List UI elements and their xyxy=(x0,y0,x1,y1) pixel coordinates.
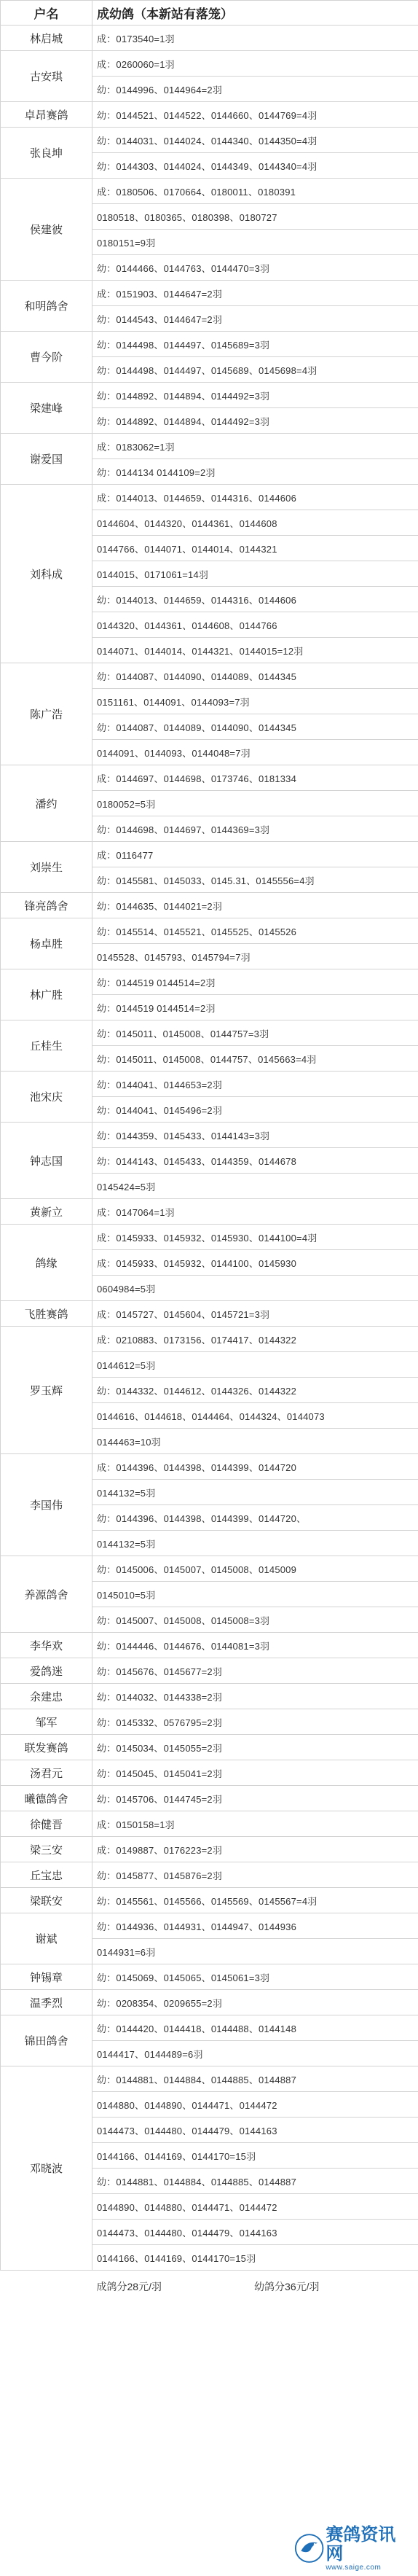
pigeon-logo-icon xyxy=(294,2532,324,2564)
table-row xyxy=(1,1327,418,1352)
table-row xyxy=(1,1760,418,1786)
table-row xyxy=(1,383,418,408)
owner-name-cell: 林启城 xyxy=(1,26,92,51)
ring-numbers-cell: 幼：0145561、0145566、0145569、0145567=4羽 xyxy=(92,1888,418,1913)
ring-numbers-cell: 0144071、0144014、0144321、0144015=12羽 xyxy=(92,638,418,663)
ring-numbers-cell: 0144766、0144071、0144014、0144321 xyxy=(92,536,418,561)
site-watermark xyxy=(294,2524,408,2572)
ring-numbers-cell: 成：0145933、0145932、0145930、0144100=4羽 xyxy=(92,1225,418,1250)
ring-numbers-cell: 幼：0144031、0144024、0144340、0144350=4羽 xyxy=(92,128,418,153)
ring-numbers-cell: 幼：0144446、0144676、0144081=3羽 xyxy=(92,1633,418,1658)
ring-numbers-cell: 幼：0145011、0145008、0144757=3羽 xyxy=(92,1020,418,1046)
ring-numbers-cell: 成：0116477 xyxy=(92,842,418,867)
ring-numbers-cell: 0180518、0180365、0180398、0180727 xyxy=(92,204,418,230)
ring-numbers-cell: 成：0145727、0145604、0145721=3羽 xyxy=(92,1301,418,1327)
ring-numbers-cell: 幼：0208354、0209655=2羽 xyxy=(92,1990,418,2015)
ring-numbers-cell: 幼：0144881、0144884、0144885、0144887 xyxy=(92,2066,418,2092)
ring-numbers-cell: 0144473、0144480、0144479、0144163 xyxy=(92,2118,418,2143)
table-row xyxy=(1,2066,418,2092)
ring-numbers-cell: 幼：0145006、0145007、0145008、0145009 xyxy=(92,1556,418,1582)
owner-name-cell: 陈广浩 xyxy=(1,663,92,765)
ring-numbers-cell: 0144463=10羽 xyxy=(92,1429,418,1454)
ring-numbers-cell: 幼：0145706、0144745=2羽 xyxy=(92,1786,418,1811)
table-row xyxy=(1,893,418,918)
ring-numbers-cell: 幼：0144892、0144894、0144492=3羽 xyxy=(92,408,418,434)
table-row xyxy=(1,1811,418,1837)
ring-numbers-cell: 0144417、0144489=6羽 xyxy=(92,2041,418,2066)
name-column-header: 户名 xyxy=(1,1,92,26)
ring-numbers-cell: 0145424=5羽 xyxy=(92,1174,418,1199)
owner-name-cell: 梁三安 xyxy=(1,1837,92,1862)
ring-numbers-cell: 幼：0144698、0144697、0144369=3羽 xyxy=(92,816,418,842)
table-row xyxy=(1,1964,418,1990)
table-row xyxy=(1,663,418,689)
ring-numbers-cell: 0144091、0144093、0144048=7羽 xyxy=(92,740,418,765)
table-row xyxy=(1,332,418,357)
owner-name-cell: 汤君元 xyxy=(1,1760,92,1786)
ring-numbers-cell: 幼：0145011、0145008、0144757、0145663=4羽 xyxy=(92,1046,418,1072)
table-row xyxy=(1,1684,418,1709)
ring-numbers-cell: 0144166、0144169、0144170=15羽 xyxy=(92,2143,418,2169)
table-row xyxy=(1,765,418,791)
adult-price-note: 成鸽分28元/羽 xyxy=(96,2280,162,2292)
ring-numbers-cell: 0180052=5羽 xyxy=(92,791,418,816)
ring-numbers-cell: 0144616、0144618、0144464、0144324、0144073 xyxy=(92,1403,418,1429)
table-row xyxy=(1,1633,418,1658)
ring-numbers-cell: 幼：0145514、0145521、0145525、0145526 xyxy=(92,918,418,944)
ring-numbers-cell: 0145528、0145793、0145794=7羽 xyxy=(92,944,418,969)
table-row xyxy=(1,1020,418,1046)
table-row xyxy=(1,1913,418,1939)
ring-numbers-cell: 幼：0145332、0576795=2羽 xyxy=(92,1709,418,1735)
table-row xyxy=(1,1786,418,1811)
ring-numbers-cell: 幼：0144519 0144514=2羽 xyxy=(92,995,418,1020)
watermark-url: www.saige.com xyxy=(326,2563,382,2572)
owner-name-cell: 丘宝忠 xyxy=(1,1862,92,1888)
owner-name-cell: 罗玉辉 xyxy=(1,1327,92,1454)
table-row xyxy=(1,1888,418,1913)
table-row xyxy=(1,1556,418,1582)
owner-name-cell: 邹军 xyxy=(1,1709,92,1735)
ring-numbers-cell: 幼：0144996、0144964=2羽 xyxy=(92,77,418,102)
table-row xyxy=(1,2015,418,2041)
footer-spacer xyxy=(1,2271,92,2303)
owner-name-cell: 和明鸽舍 xyxy=(1,281,92,332)
owner-name-cell: 林广胜 xyxy=(1,969,92,1020)
owner-name-cell: 李国伟 xyxy=(1,1454,92,1556)
ring-numbers-cell: 幼：0144134 0144109=2羽 xyxy=(92,459,418,485)
table-row xyxy=(1,1990,418,2015)
owner-name-cell: 刘科成 xyxy=(1,485,92,663)
ring-numbers-cell: 幼：0145676、0145677=2羽 xyxy=(92,1658,418,1684)
owner-name-cell: 锋亮鸽舍 xyxy=(1,893,92,918)
table-row xyxy=(1,1658,418,1684)
table-row xyxy=(1,1123,418,1148)
ring-numbers-cell: 幼：0144936、0144931、0144947、0144936 xyxy=(92,1913,418,1939)
ring-numbers-cell: 0144612=5羽 xyxy=(92,1352,418,1378)
table-body xyxy=(1,26,418,2271)
owner-name-cell: 谢爱国 xyxy=(1,434,92,485)
table-row xyxy=(1,102,418,128)
table-row xyxy=(1,1301,418,1327)
ring-numbers-cell: 幼：0144032、0144338=2羽 xyxy=(92,1684,418,1709)
ring-numbers-cell: 0144166、0144169、0144170=15羽 xyxy=(92,2245,418,2271)
owner-name-cell: 侯建彼 xyxy=(1,179,92,281)
owner-name-cell: 钟志国 xyxy=(1,1123,92,1199)
table-row xyxy=(1,485,418,510)
ring-numbers-cell: 幼：0144332、0144612、0144326、0144322 xyxy=(92,1378,418,1403)
owner-name-cell: 徐健晋 xyxy=(1,1811,92,1837)
owner-name-cell: 梁联安 xyxy=(1,1888,92,1913)
owner-name-cell: 曹今阶 xyxy=(1,332,92,383)
owner-name-cell: 联发赛鸽 xyxy=(1,1735,92,1760)
owner-name-cell: 李华欢 xyxy=(1,1633,92,1658)
ring-numbers-cell: 幼：0144041、0145496=2羽 xyxy=(92,1097,418,1123)
table-row xyxy=(1,281,418,306)
ring-numbers-cell: 幼：0144519 0144514=2羽 xyxy=(92,969,418,995)
footer-row xyxy=(1,2271,418,2303)
ring-numbers-cell: 成：0180506、0170664、0180011、0180391 xyxy=(92,179,418,204)
ring-numbers-cell: 幼：0144521、0144522、0144660、0144769=4羽 xyxy=(92,102,418,128)
ring-numbers-cell: 幼：0144498、0144497、0145689=3羽 xyxy=(92,332,418,357)
ring-numbers-cell: 0144132=5羽 xyxy=(92,1480,418,1505)
ring-numbers-cell: 幼：0144420、0144418、0144488、0144148 xyxy=(92,2015,418,2041)
table-row xyxy=(1,1709,418,1735)
ring-numbers-cell: 幼：0144303、0144024、0144349、0144340=4羽 xyxy=(92,153,418,179)
owner-name-cell: 谢斌 xyxy=(1,1913,92,1964)
ring-numbers-cell: 幼：0144892、0144894、0144492=3羽 xyxy=(92,383,418,408)
watermark-title: 赛鸽资讯网 xyxy=(326,2524,396,2564)
ring-numbers-cell: 幼：0144359、0145433、0144143=3羽 xyxy=(92,1123,418,1148)
table-row xyxy=(1,1225,418,1250)
ring-numbers-cell: 0144015、0171061=14羽 xyxy=(92,561,418,587)
ring-numbers-cell: 幼：0144143、0145433、0144359、0144678 xyxy=(92,1148,418,1174)
owner-name-cell: 池宋庆 xyxy=(1,1072,92,1123)
table-row xyxy=(1,969,418,995)
ring-numbers-cell: 幼：0145877、0145876=2羽 xyxy=(92,1862,418,1888)
ring-numbers-cell: 幼：0144041、0144653=2羽 xyxy=(92,1072,418,1097)
owner-name-cell: 钟锡章 xyxy=(1,1964,92,1990)
table-row xyxy=(1,51,418,77)
table-row xyxy=(1,1454,418,1480)
ring-numbers-cell: 幼：0145034、0145055=2羽 xyxy=(92,1735,418,1760)
ring-numbers-cell: 幼：0144635、0144021=2羽 xyxy=(92,893,418,918)
owner-name-cell: 邓晓波 xyxy=(1,2066,92,2271)
ring-numbers-cell: 幼：0144013、0144659、0144316、0144606 xyxy=(92,587,418,612)
ring-numbers-cell: 幼：0144087、0144089、0144090、0144345 xyxy=(92,714,418,740)
table-row xyxy=(1,434,418,459)
table-row xyxy=(1,179,418,204)
ring-numbers-cell: 0144931=6羽 xyxy=(92,1939,418,1964)
ring-numbers-cell: 幼：0144498、0144497、0145689、0145698=4羽 xyxy=(92,357,418,383)
owner-name-cell: 锦田鸽舍 xyxy=(1,2015,92,2066)
ring-numbers-cell: 幼：0144087、0144090、0144089、0144345 xyxy=(92,663,418,689)
table-row xyxy=(1,1862,418,1888)
ring-numbers-cell: 0144132=5羽 xyxy=(92,1531,418,1556)
table-row xyxy=(1,1837,418,1862)
ring-numbers-cell: 成：0210883、0173156、0174417、0144322 xyxy=(92,1327,418,1352)
owner-name-cell: 刘崇生 xyxy=(1,842,92,893)
owner-name-cell: 梁建峰 xyxy=(1,383,92,434)
ring-numbers-cell: 幼：0144396、0144398、0144399、0144720、 xyxy=(92,1505,418,1531)
ring-numbers-cell: 成：0144697、0144698、0173746、0181334 xyxy=(92,765,418,791)
ring-numbers-cell: 幼：0145069、0145065、0145061=3羽 xyxy=(92,1964,418,1990)
table-row xyxy=(1,26,418,51)
ring-numbers-cell: 0604984=5羽 xyxy=(92,1276,418,1301)
table-row xyxy=(1,842,418,867)
owner-name-cell: 余建忠 xyxy=(1,1684,92,1709)
owner-name-cell: 养源鸽舍 xyxy=(1,1556,92,1633)
table-row xyxy=(1,1072,418,1097)
ring-numbers-cell: 成：0145933、0145932、0144100、0145930 xyxy=(92,1250,418,1276)
ring-numbers-cell: 0151161、0144091、0144093=7羽 xyxy=(92,689,418,714)
ring-numbers-cell: 幼：0144466、0144763、0144470=3羽 xyxy=(92,255,418,281)
table-row xyxy=(1,1199,418,1225)
owner-name-cell: 黄新立 xyxy=(1,1199,92,1225)
ring-numbers-cell: 幼：0144881、0144884、0144885、0144887 xyxy=(92,2169,418,2194)
ring-numbers-cell: 成：0149887、0176223=2羽 xyxy=(92,1837,418,1862)
ring-numbers-cell: 0144320、0144361、0144608、0144766 xyxy=(92,612,418,638)
owner-name-cell: 曦德鸽舍 xyxy=(1,1786,92,1811)
ring-numbers-cell: 成：0147064=1羽 xyxy=(92,1199,418,1225)
ring-numbers-cell: 0145010=5羽 xyxy=(92,1582,418,1607)
data-column-header: 成幼鸽（本新站有落笼） xyxy=(92,1,418,26)
table-row xyxy=(1,128,418,153)
table-row xyxy=(1,1735,418,1760)
owner-name-cell: 潘约 xyxy=(1,765,92,842)
owner-name-cell: 飞胜赛鸽 xyxy=(1,1301,92,1327)
ring-numbers-cell: 0144604、0144320、0144361、0144608 xyxy=(92,510,418,536)
header-row xyxy=(1,1,418,26)
ring-numbers-cell: 0144890、0144880、0144471、0144472 xyxy=(92,2194,418,2220)
ring-numbers-cell: 成：0183062=1羽 xyxy=(92,434,418,459)
ring-numbers-cell: 幼：0145581、0145033、0145.31、0145556=4羽 xyxy=(92,867,418,893)
ring-numbers-cell: 成：0173540=1羽 xyxy=(92,26,418,51)
ring-numbers-cell: 0180151=9羽 xyxy=(92,230,418,255)
owner-name-cell: 古安琪 xyxy=(1,51,92,102)
ring-numbers-cell: 成：0150158=1羽 xyxy=(92,1811,418,1837)
owner-name-cell: 温季烈 xyxy=(1,1990,92,2015)
ring-numbers-cell: 0144880、0144890、0144471、0144472 xyxy=(92,2092,418,2118)
table-row xyxy=(1,918,418,944)
ring-numbers-cell: 成：0260060=1羽 xyxy=(92,51,418,77)
ring-numbers-cell: 幼：0144543、0144647=2羽 xyxy=(92,306,418,332)
owner-name-cell: 杨卓胜 xyxy=(1,918,92,969)
ring-numbers-cell: 0144473、0144480、0144479、0144163 xyxy=(92,2220,418,2245)
owner-name-cell: 爱鸽迷 xyxy=(1,1658,92,1684)
owner-name-cell: 鸽缘 xyxy=(1,1225,92,1301)
ring-numbers-cell: 幼：0145045、0145041=2羽 xyxy=(92,1760,418,1786)
ring-numbers-cell: 成：0144396、0144398、0144399、0144720 xyxy=(92,1454,418,1480)
ring-numbers-cell: 成：0144013、0144659、0144316、0144606 xyxy=(92,485,418,510)
footer-notes xyxy=(92,2271,418,2303)
young-price-note: 幼鸽分36元/羽 xyxy=(254,2280,320,2292)
owner-name-cell: 卓昂赛鸽 xyxy=(1,102,92,128)
owner-name-cell: 张良坤 xyxy=(1,128,92,179)
ring-numbers-cell: 幼：0145007、0145008、0145008=3羽 xyxy=(92,1607,418,1633)
ring-numbers-cell: 成：0151903、0144647=2羽 xyxy=(92,281,418,306)
owner-name-cell: 丘桂生 xyxy=(1,1020,92,1072)
